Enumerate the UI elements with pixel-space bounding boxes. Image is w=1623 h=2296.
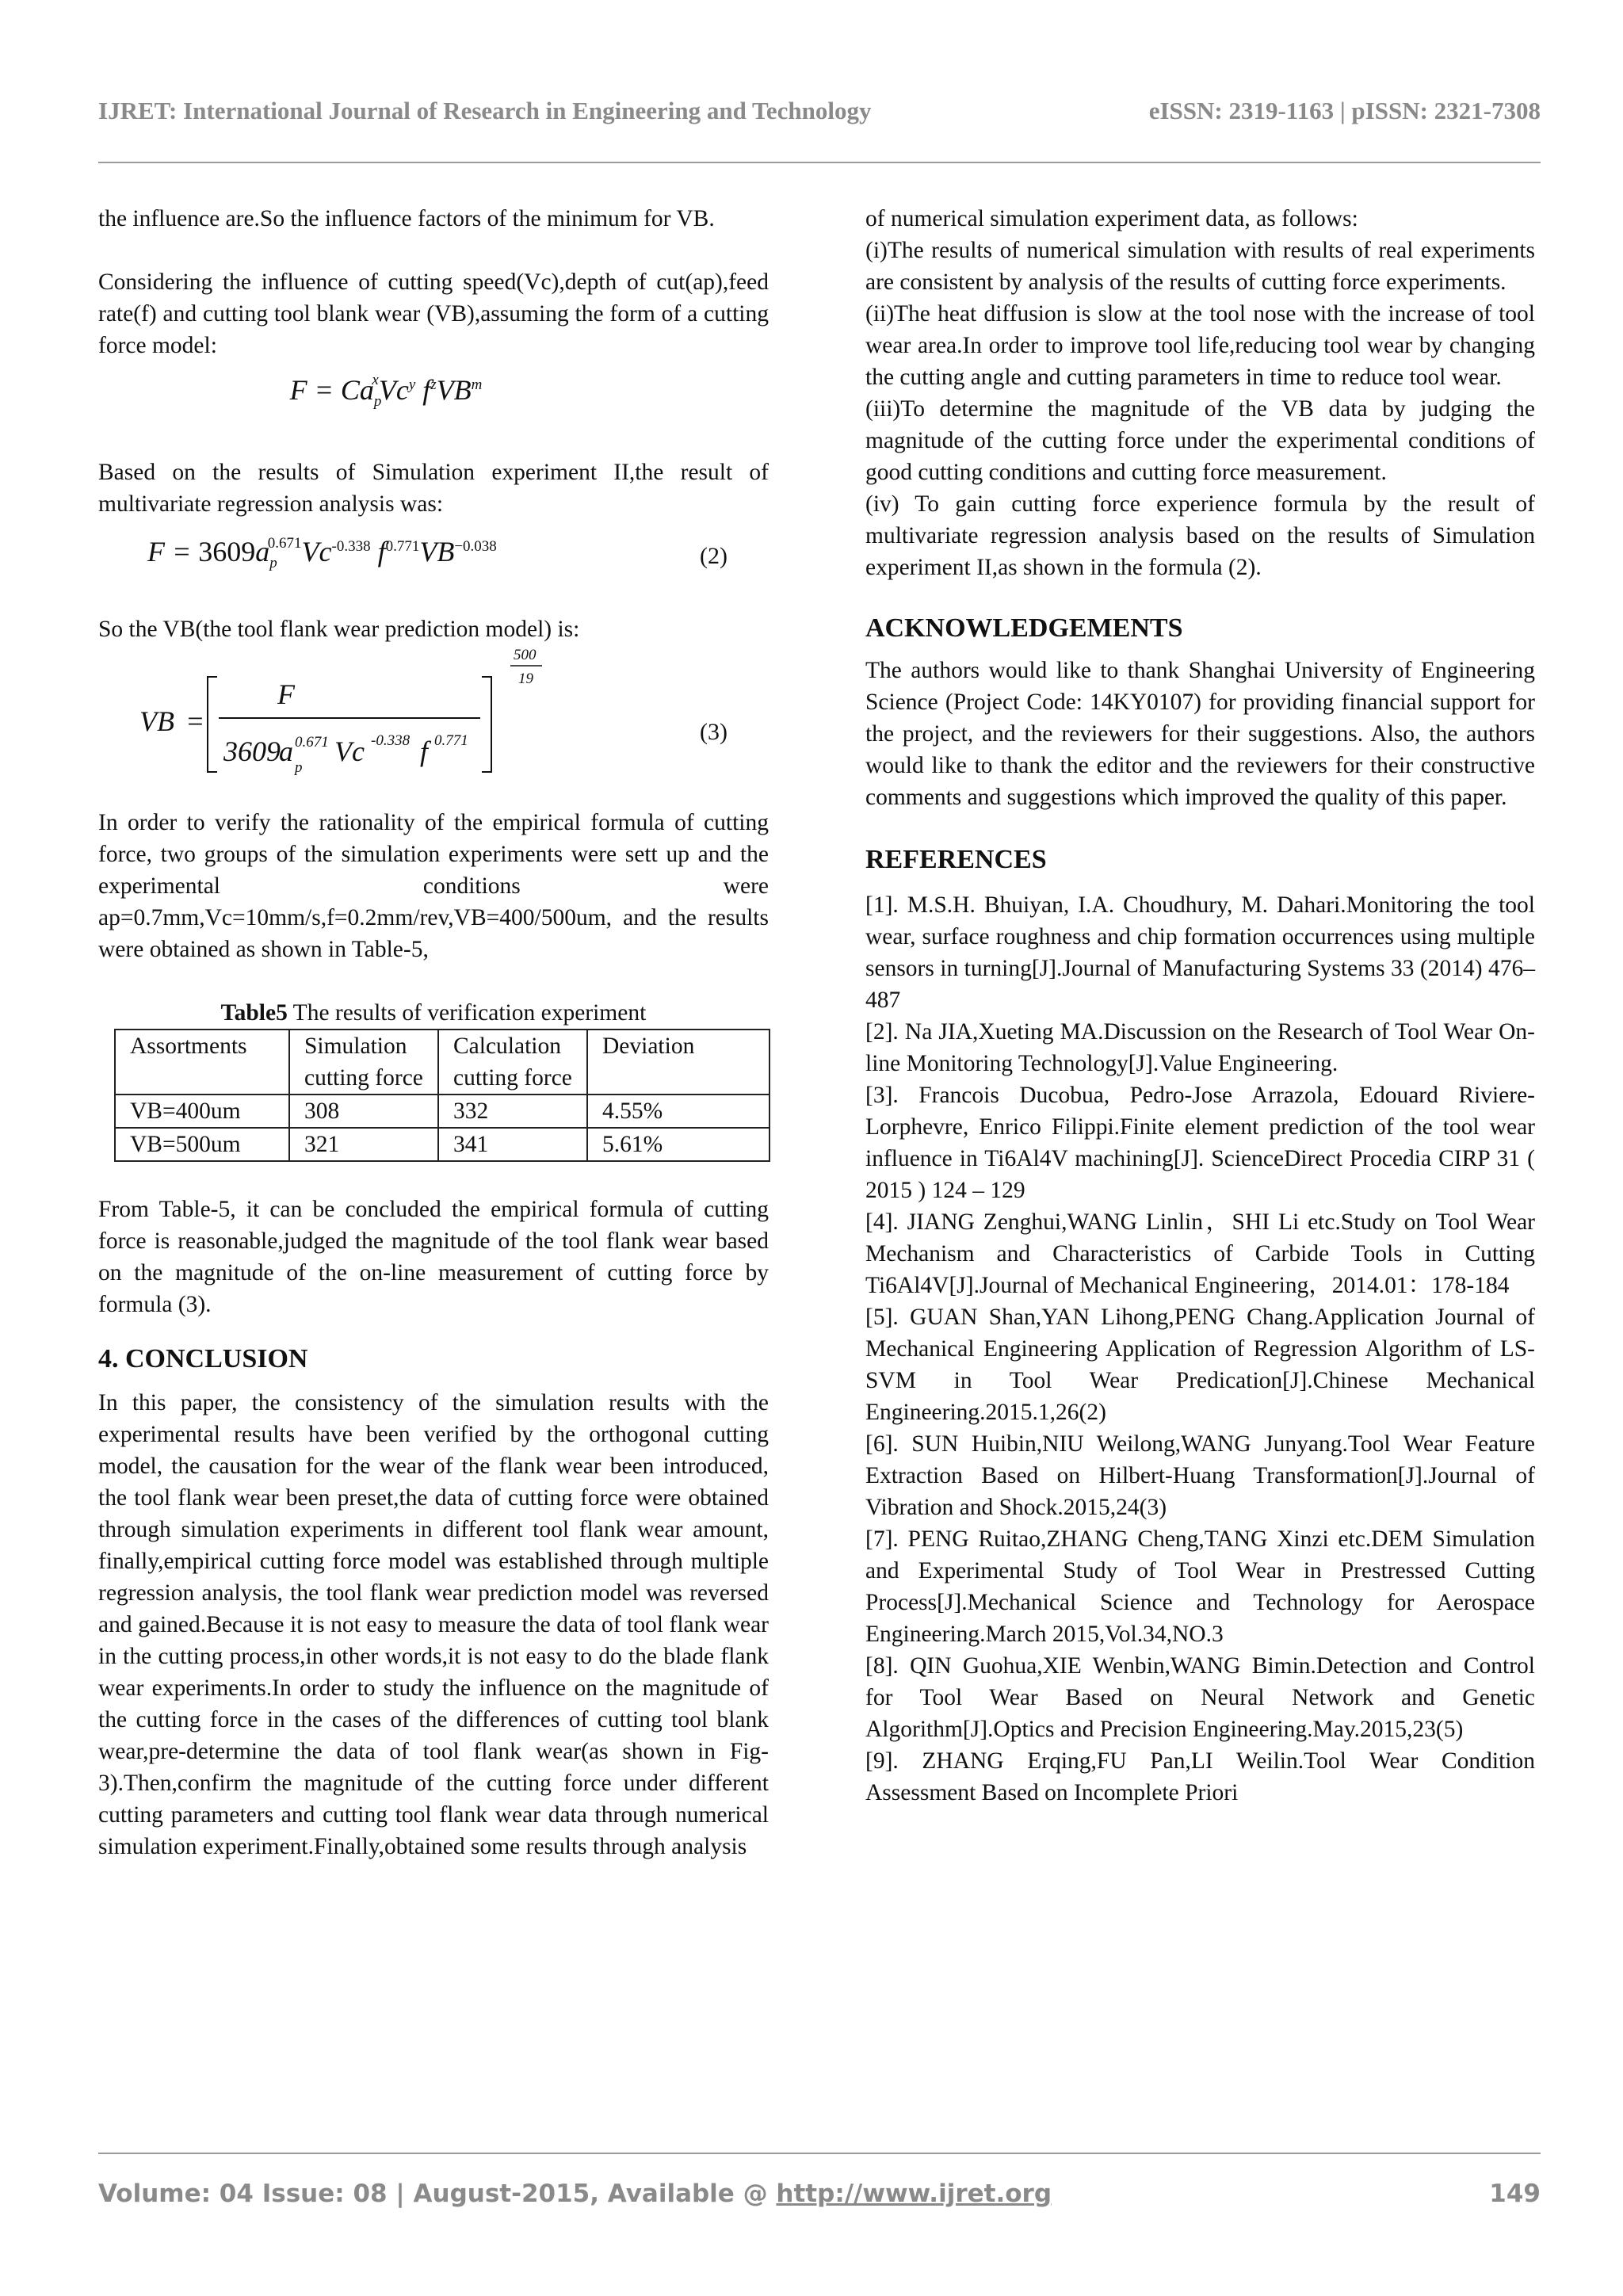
reference-item: [8]. QIN Guohua,XIE Wenbin,WANG Bimin.Detection and Control for Tool Wear Based on Neural Network and Genetic Algorithm[J].Optics and Precision Engineering.May.2015,23(5) [865,1653,1535,1742]
footer-volume-info: Volume: 04 Issue: 08 | August-2015, Available @ http://www.ijret.org [98,2179,1052,2208]
paragraph: In order to verify the rationality of the empirical formula of cutting force, two groups of the simulation experiments were sett up and the experimental conditions were ap=0.7mm,Vc=10mm/s,f=0.2mm/rev,VB=400/500um, and the results were obtained as shown in Table-5, [98,810,769,962]
table-cell: 321 [289,1128,438,1161]
conclusion-item: (ii)The heat diffusion is slow at the tool nose with the increase of tool wear area.In order to improve tool life,reducing tool wear by changing the cutting angle and cutting parameters in time to reduce tool wear. [865,301,1535,390]
svg-text:a: a [279,735,293,767]
svg-text:500: 500 [514,647,537,663]
svg-text:Vc: Vc [334,735,365,767]
reference-list [865,889,1535,1809]
paragraph: In this paper, the consistency of the simulation results with the experimental results have been verified by the orthogonal cutting model, the causation for the wear of the flank wear been introduced, the tool flank wear been preset,the data of cutting force were obtained through simulation experiments in different tool flank wear amount, finally,empirical cutting force model was established through multiple regression analysis, the tool flank wear prediction model was reversed and gained.Because it is not easy to measure the data of tool flank wear in the cutting process,in other words,it is not easy to do the blade flank wear experiments.In order to study the influence on the magnitude of the cutting force in the cases of the differences of cutting tool blank wear,pre-determine the data of tool flank wear(as shown in Fig-3).Then,confirm the magnitude of the cutting force under different cutting parameters and cutting tool flank wear data through numerical simulation experiment.Finally,obtained some results through analysis [98,1390,769,1859]
paragraph: of numerical simulation experiment data, as follows: [865,206,1358,231]
equation-number: (2) [700,543,727,569]
paragraph: So the VB(the tool flank wear prediction model) is: [98,617,580,642]
table-header-cell: Deviation [587,1030,769,1095]
footer-rule [98,2153,1541,2154]
table-cell: 332 [438,1095,587,1128]
right-column [865,203,1535,1809]
footer-url-link[interactable]: http://www.ijret.org [776,2179,1052,2208]
table-cell: 4.55% [587,1095,769,1128]
verification-table [114,1029,770,1162]
svg-text:19: 19 [518,670,533,687]
table-header-cell: Calculation cutting force [438,1030,587,1095]
section-heading-references: REFERENCES [865,845,1047,874]
svg-text:0.671: 0.671 [295,734,329,751]
equation-number: (3) [700,719,727,745]
reference-item: [9]. ZHANG Erqing,FU Pan,LI Weilin.Tool Wear Condition Assessment Based on Incomplete Priori [865,1748,1535,1805]
table-header-row [115,1030,769,1095]
table-cell: 5.61% [587,1128,769,1161]
equation-3 [98,645,769,807]
table-row [115,1128,769,1161]
page-number: 149 [1489,2179,1541,2208]
svg-text:VB: VB [139,705,174,737]
table-caption: Table5 The results of verification experiment [220,1000,647,1026]
reference-item: [2]. Na JIA,Xueting MA.Discussion on the Research of Tool Wear On-line Monitoring Technology[J].Value Engineering. [865,1019,1535,1076]
table-cell: VB=500um [115,1128,289,1161]
reference-item: [7]. PENG Ruitao,ZHANG Cheng,TANG Xinzi etc.DEM Simulation and Experimental Study of Tool Wear in Prestressed Cutting Process[J].Mechanical Science and Technology for Aerospace Engineering.March 2015,Vol.34,NO.3 [865,1526,1535,1647]
equation-2: $F = 3609a_p^{0.671}Vc^{-0.338}$ $f^{0.771}VB^{-0.038}$ (2) [147,535,727,572]
equation-3-graphic [98,645,769,804]
svg-text:f: f [420,735,429,767]
paragraph: The authors would like to thank Shanghai University of Engineering Science (Project Code: 14KY0107) for providing financial support for the project, and the reviewers for their suggestions. Also, the authors would like to thank the editor and the reviewers for their constructive comments and suggestions which improved the quality of this paper. [865,658,1535,810]
equation-1: $F = Ca_p^xVc^y$ $f^zVB^m$ [289,372,483,411]
paragraph: the influence are.So the influence factors of the minimum for VB. [98,206,715,231]
page-header [98,97,1541,125]
svg-text:=: = [185,705,205,737]
svg-text:-0.338: -0.338 [371,732,411,749]
table-row [115,1095,769,1128]
reference-item: [1]. M.S.H. Bhuiyan, I.A. Choudhury, M. Dahari.Monitoring the tool wear, surface roughness and chip formation occurrences using multiple sensors in turning[J].Journal of Manufacturing Systems 33 (2014) 476–487 [865,892,1535,1013]
journal-title: IJRET: International Journal of Research in Engineering and Technology [98,97,872,124]
page-footer [98,2179,1541,2208]
table-cell: VB=400um [115,1095,289,1128]
table-cell: 308 [289,1095,438,1128]
reference-item: [3]. Francois Ducobua, Pedro-Jose Arrazola, Edouard Riviere-Lorphevre, Enrico Filippi.Finite element prediction of the tool wear influence in Ti6Al4V machining[J]. ScienceDirect Procedia CIRP 31 ( 2015 ) 124 – 129 [865,1083,1535,1203]
left-column [98,203,769,1862]
section-heading-conclusion: 4. CONCLUSION [98,1344,308,1373]
conclusion-item: (i)The results of numerical simulation with results of real experiments are consistent by analysis of the results of cutting force experiments. [865,238,1535,295]
conclusion-item: (iii)To determine the magnitude of the VB data by judging the magnitude of the cutting force under the experimental conditions of good cutting conditions and cutting force measurement. [865,396,1535,485]
reference-item: [6]. SUN Huibin,NIU Weilong,WANG Junyang.Tool Wear Feature Extraction Based on Hilbert-Huang Transformation[J].Journal of Vibration and Shock.2015,24(3) [865,1431,1535,1520]
issn: eISSN: 2319-1163 | pISSN: 2321-7308 [1148,97,1541,124]
conclusion-item: (iv) To gain cutting force experience formula by the result of multivariate regression analysis based on the results of Simulation experiment II,as shown in the formula (2). [865,491,1535,580]
svg-text:p: p [295,759,303,776]
svg-text:3609: 3609 [223,735,281,767]
table-header-cell: Assortments [115,1030,289,1095]
svg-text:F: F [277,678,295,710]
paragraph: Considering the influence of cutting speed(Vc),depth of cut(ap),feed rate(f) and cutting tool blank wear (VB),assuming the form of a cutting force model: [98,269,769,358]
paragraph: Based on the results of Simulation experiment II,the result of multivariate regression analysis was: [98,460,769,517]
reference-item: [4]. JIANG Zenghui,WANG Linlin，SHI Li etc.Study on Tool Wear Mechanism and Characteristics of Carbide Tools in Cutting Ti6Al4V[J].Journal of Mechanical Engineering，2014.01：178-184 [865,1209,1535,1298]
table-cell: 341 [438,1128,587,1161]
section-heading-acknowledgements: ACKNOWLEDGEMENTS [865,613,1183,643]
svg-text:0.771: 0.771 [434,732,468,749]
paragraph: From Table-5, it can be concluded the empirical formula of cutting force is reasonable,judged the magnitude of the tool flank wear based on the magnitude of the on-line measurement of cutting force by formula (3). [98,1197,769,1317]
table-header-cell: Simulation cutting force [289,1030,438,1095]
header-rule [98,162,1541,163]
reference-item: [5]. GUAN Shan,YAN Lihong,PENG Chang.Application Journal of Mechanical Engineering Application of Regression Algorithm of LS-SVM in Tool Wear Predication[J].Chinese Mechanical Engineering.2015.1,26(2) [865,1305,1535,1425]
